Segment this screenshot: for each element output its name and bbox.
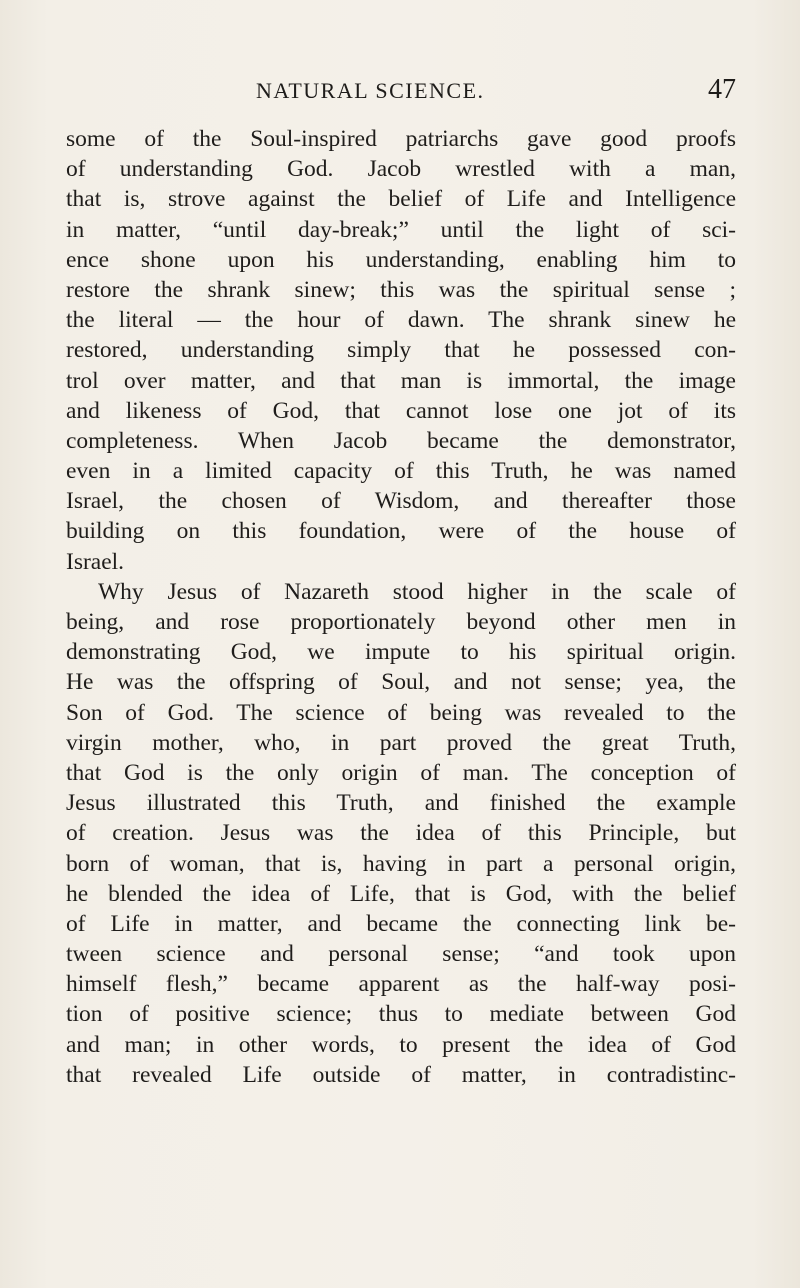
text-line: in matter, “until day-break;” until the light of sci- — [66, 216, 736, 243]
text-line: even in a limited capacity of this Truth, he was named — [66, 458, 736, 485]
text-line: he blended the idea of Life, that is God, with the belief — [66, 880, 736, 907]
text-line: that is, strove against the belief of Life and Intelligence — [66, 186, 736, 213]
text-line: Jesus illustrated this Truth, and finished the example — [66, 790, 736, 817]
text-line: virgin mother, who, in part proved the great Truth, — [66, 729, 736, 756]
text-line: building on this foundation, were of the house of — [66, 518, 736, 545]
text-line: ence shone upon his understanding, enabling him to — [66, 246, 736, 273]
text-line: restore the shrank sinew; this was the spiritual sense ; — [66, 276, 736, 303]
text-line: restored, understanding simply that he possessed con- — [66, 337, 736, 364]
paragraph-end-line: Israel. — [66, 548, 125, 575]
body-text — [66, 124, 736, 1090]
text-line: of understanding God. Jacob wrestled with a man, — [66, 156, 736, 183]
text-line: Son of God. The science of being was revealed to the — [66, 699, 736, 726]
text-line: and likeness of God, that cannot lose one jot of its — [66, 397, 736, 424]
page-header — [66, 74, 736, 110]
text-line: of creation. Jesus was the idea of this Principle, but — [66, 820, 736, 847]
text-line: born of woman, that is, having in part a personal origin, — [66, 850, 736, 877]
text-line: He was the offspring of Soul, and not sense; yea, the — [66, 669, 736, 696]
text-line: himself flesh,” became apparent as the half-way posi- — [66, 971, 736, 998]
text-line: Israel, the chosen of Wisdom, and thereafter those — [66, 488, 736, 515]
text-line: of Life in matter, and became the connecting link be- — [66, 910, 736, 937]
text-line: demonstrating God, we impute to his spiritual origin. — [66, 639, 736, 666]
text-line: trol over matter, and that man is immortal, the image — [66, 367, 736, 394]
running-head-title: NATURAL SCIENCE. — [256, 78, 485, 103]
text-line: that God is the only origin of man. The conception of — [66, 759, 736, 786]
text-line: tween science and personal sense; “and took upon — [66, 941, 736, 968]
text-line: the literal — the hour of dawn. The shrank sinew he — [66, 307, 736, 334]
paragraph-start-line: Why Jesus of Nazareth stood higher in the scale of — [98, 578, 736, 605]
page-number: 47 — [708, 74, 736, 105]
text-line: being, and rose proportionately beyond other men in — [66, 609, 736, 635]
text-line: completeness. When Jacob became the demonstrator, — [66, 427, 736, 454]
text-line: tion of positive science; thus to mediate between God — [66, 1001, 736, 1028]
text-line: and man; in other words, to present the idea of God — [66, 1031, 736, 1058]
text-line: that revealed Life outside of matter, in contradistinc- — [66, 1061, 736, 1088]
text-line: some of the Soul-inspired patriarchs gave good proofs — [66, 126, 736, 152]
